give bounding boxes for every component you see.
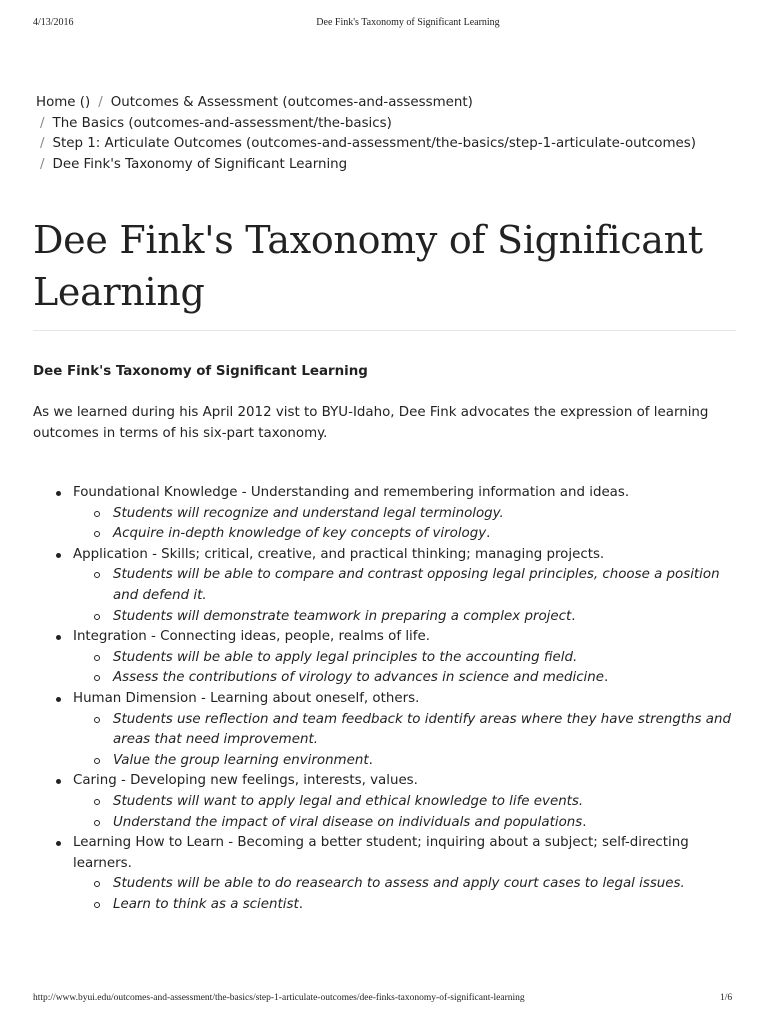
breadcrumb-separator: / <box>40 157 45 173</box>
breadcrumb <box>36 93 756 176</box>
breadcrumb-outcomes-assessment-link[interactable]: Outcomes & Assessment (outcomes-and-assessment) <box>110 95 473 110</box>
example-outcome: Students use reflection and team feedback to identify areas where they have strengths and areas that need improvement. <box>73 710 745 751</box>
taxonomy-item-label: Learning How to Learn - Becoming a better student; inquiring about a subject; self-directing learners. <box>73 835 689 871</box>
intro-paragraph: As we learned during his April 2012 vist to BYU-Idaho, Dee Fink advocates the expression of learning outcomes in terms of his six-part taxonomy. <box>33 405 709 441</box>
example-list <box>73 648 745 689</box>
breadcrumb-current-page: Dee Fink's Taxonomy of Significant Learning <box>52 157 348 173</box>
breadcrumb-separator: / <box>98 95 103 110</box>
taxonomy-item-label: Caring - Developing new feelings, interests, values. <box>73 773 418 789</box>
example-outcome: Students will be able to compare and contrast opposing legal principles, choose a position and defend it. <box>73 565 745 606</box>
example-outcome: Learn to think as a scientist. <box>73 895 745 916</box>
taxonomy-item-label: Application - Skills; critical, creative, and practical thinking; managing projects. <box>73 546 605 562</box>
example-list <box>73 874 745 915</box>
example-outcome: Students will recognize and understand legal terminology. <box>73 504 745 525</box>
example-list <box>73 565 745 627</box>
print-header <box>0 17 768 33</box>
taxonomy-item <box>33 689 745 771</box>
example-outcome: Assess the contributions of virology to advances in science and medicine. <box>73 668 745 689</box>
taxonomy-list <box>33 483 745 915</box>
example-outcome: Acquire in-depth knowledge of key concepts of virology. <box>73 524 745 545</box>
taxonomy-item <box>33 483 745 545</box>
taxonomy-item <box>33 833 745 915</box>
example-outcome: Students will demonstrate teamwork in preparing a complex project. <box>73 607 745 628</box>
example-outcome: Understand the impact of viral disease on individuals and populations. <box>73 813 745 834</box>
page-url: http://www.byui.edu/outcomes-and-assessment/the-basics/step-1-articulate-outcomes/dee-finks-taxonomy-of-significant-learning <box>33 993 525 1003</box>
breadcrumb-home-link[interactable]: Home () <box>36 95 91 110</box>
taxonomy-item-label: Foundational Knowledge - Understanding and remembering information and ideas. <box>73 485 630 500</box>
breadcrumb-separator: / <box>40 115 45 131</box>
example-outcome: Students will be able to apply legal principles to the accounting field. <box>73 648 745 669</box>
example-list <box>73 504 745 545</box>
example-outcome: Students will be able to do reasearch to assess and apply court cases to legal issues. <box>73 874 745 895</box>
example-outcome: Students will want to apply legal and ethical knowledge to life events. <box>73 792 745 813</box>
example-list <box>73 792 745 833</box>
breadcrumb-separator: / <box>40 136 45 152</box>
example-outcome: Value the group learning environment. <box>73 751 745 772</box>
taxonomy-item <box>33 545 745 627</box>
page-title: Dee Fink's Taxonomy of Significant Learning <box>33 218 703 314</box>
page-number: 1/6 <box>720 993 733 1003</box>
print-page-title: Dee Fink's Taxonomy of Significant Learning <box>316 17 500 28</box>
taxonomy-item-label: Human Dimension - Learning about oneself, others. <box>73 690 420 706</box>
example-list <box>73 710 745 772</box>
taxonomy-item <box>33 627 745 689</box>
taxonomy-item <box>33 771 745 833</box>
section-heading: Dee Fink's Taxonomy of Significant Learning <box>33 364 368 379</box>
breadcrumb-the-basics-link[interactable]: The Basics (outcomes-and-assessment/the-basics) <box>52 115 392 131</box>
breadcrumb-step-1-link[interactable]: Step 1: Articulate Outcomes (outcomes-and-assessment/the-basics/step-1-articulate-outcomes) <box>52 136 696 152</box>
taxonomy-item-label: Integration - Connecting ideas, people, realms of life. <box>73 629 430 645</box>
title-divider <box>33 330 736 331</box>
print-date: 4/13/2016 <box>33 17 74 28</box>
